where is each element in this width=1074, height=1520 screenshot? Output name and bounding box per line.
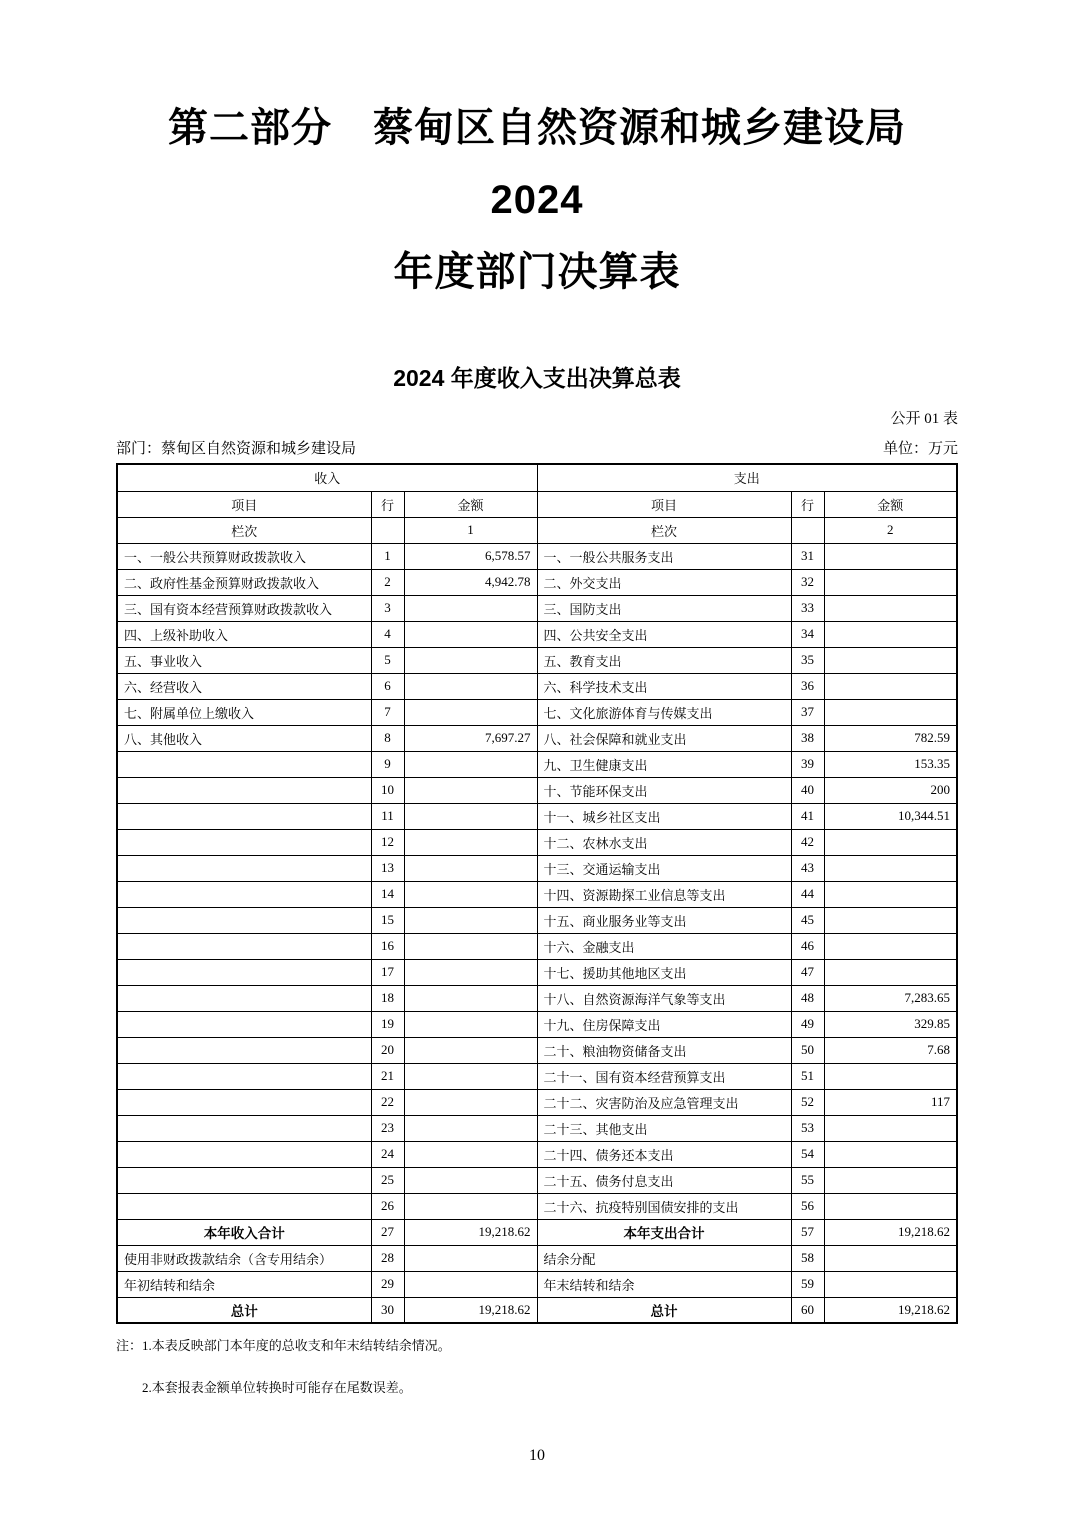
expense-lanci-blank bbox=[791, 517, 824, 543]
income-item-cell: 本年收入合计 bbox=[117, 1219, 371, 1245]
expense-item-cell: 七、文化旅游体育与传媒支出 bbox=[537, 699, 791, 725]
income-item-cell: 八、其他收入 bbox=[117, 725, 371, 751]
income-amount-cell bbox=[404, 933, 537, 959]
income-amount-cell bbox=[404, 985, 537, 1011]
income-item-cell: 四、上级补助收入 bbox=[117, 621, 371, 647]
table-meta-row bbox=[116, 437, 958, 458]
expense-amount-cell: 7.68 bbox=[824, 1037, 957, 1063]
expense-amount-cell: 329.85 bbox=[824, 1011, 957, 1037]
table-row bbox=[117, 1011, 957, 1037]
income-line-cell: 8 bbox=[371, 725, 404, 751]
expense-line-cell: 45 bbox=[791, 907, 824, 933]
income-item-cell bbox=[117, 751, 371, 777]
income-line-cell: 14 bbox=[371, 881, 404, 907]
income-line-cell: 6 bbox=[371, 673, 404, 699]
table-row bbox=[117, 1141, 957, 1167]
table-row bbox=[117, 673, 957, 699]
income-line-cell: 13 bbox=[371, 855, 404, 881]
income-item-cell bbox=[117, 777, 371, 803]
expense-line-cell: 50 bbox=[791, 1037, 824, 1063]
table-body bbox=[117, 464, 957, 1323]
income-section-header: 收入 bbox=[117, 464, 537, 491]
expense-line-cell: 31 bbox=[791, 543, 824, 569]
table-row bbox=[117, 803, 957, 829]
expense-amount-cell bbox=[824, 907, 957, 933]
table-row bbox=[117, 855, 957, 881]
table-row bbox=[117, 751, 957, 777]
expense-item-cell: 十三、交通运输支出 bbox=[537, 855, 791, 881]
income-amount-cell bbox=[404, 855, 537, 881]
note-2: 2.本套报表金额单位转换时可能存在尾数误差。 bbox=[142, 1379, 412, 1395]
expense-amount-cell bbox=[824, 1245, 957, 1271]
document-title-line1: 第二部分 蔡甸区自然资源和城乡建设局 2024 bbox=[168, 106, 906, 222]
table-title: 2024 年度收入支出决算总表 bbox=[393, 365, 681, 391]
expense-amount-cell: 117 bbox=[824, 1089, 957, 1115]
income-line-cell: 24 bbox=[371, 1141, 404, 1167]
expense-item-cell: 四、公共安全支出 bbox=[537, 621, 791, 647]
income-amount-cell bbox=[404, 1115, 537, 1141]
income-column-index: 1 bbox=[404, 517, 537, 543]
income-line-cell: 18 bbox=[371, 985, 404, 1011]
expense-item-cell: 二十三、其他支出 bbox=[537, 1115, 791, 1141]
table-row bbox=[117, 933, 957, 959]
expense-amount-cell bbox=[824, 621, 957, 647]
income-amount-cell: 6,578.57 bbox=[404, 543, 537, 569]
income-line-cell: 9 bbox=[371, 751, 404, 777]
expense-line-cell: 34 bbox=[791, 621, 824, 647]
expense-line-cell: 37 bbox=[791, 699, 824, 725]
income-amount-cell: 4,942.78 bbox=[404, 569, 537, 595]
income-line-cell: 27 bbox=[371, 1219, 404, 1245]
expense-line-cell: 44 bbox=[791, 881, 824, 907]
income-item-cell bbox=[117, 1141, 371, 1167]
income-line-cell: 2 bbox=[371, 569, 404, 595]
expense-amount-cell bbox=[824, 855, 957, 881]
income-item-cell bbox=[117, 959, 371, 985]
income-item-cell bbox=[117, 1167, 371, 1193]
document-title bbox=[116, 0, 958, 308]
income-amount-cell bbox=[404, 1193, 537, 1219]
expense-item-header: 项目 bbox=[537, 491, 791, 517]
table-row bbox=[117, 985, 957, 1011]
income-expense-summary-table bbox=[116, 463, 958, 1324]
income-item-cell bbox=[117, 1037, 371, 1063]
column-header-row bbox=[117, 491, 957, 517]
expense-line-cell: 56 bbox=[791, 1193, 824, 1219]
income-line-cell: 11 bbox=[371, 803, 404, 829]
table-row bbox=[117, 725, 957, 751]
expense-line-cell: 51 bbox=[791, 1063, 824, 1089]
table-row bbox=[117, 543, 957, 569]
expense-amount-cell bbox=[824, 569, 957, 595]
expense-line-cell: 43 bbox=[791, 855, 824, 881]
column-index-row bbox=[117, 517, 957, 543]
income-line-cell: 3 bbox=[371, 595, 404, 621]
table-row bbox=[117, 699, 957, 725]
table-row bbox=[117, 569, 957, 595]
expense-item-cell: 十、节能环保支出 bbox=[537, 777, 791, 803]
income-line-cell: 23 bbox=[371, 1115, 404, 1141]
income-line-cell: 29 bbox=[371, 1271, 404, 1297]
table-row bbox=[117, 621, 957, 647]
expense-item-cell: 二十四、债务还本支出 bbox=[537, 1141, 791, 1167]
table-row bbox=[117, 1193, 957, 1219]
expense-line-cell: 58 bbox=[791, 1245, 824, 1271]
expense-amount-cell bbox=[824, 881, 957, 907]
income-line-cell: 21 bbox=[371, 1063, 404, 1089]
expense-lanci-label: 栏次 bbox=[537, 517, 791, 543]
income-amount-cell bbox=[404, 673, 537, 699]
expense-line-cell: 46 bbox=[791, 933, 824, 959]
income-line-cell: 12 bbox=[371, 829, 404, 855]
income-item-cell: 二、政府性基金预算财政拨款收入 bbox=[117, 569, 371, 595]
income-item-cell: 使用非财政拨款结余（含专用结余） bbox=[117, 1245, 371, 1271]
expense-line-cell: 54 bbox=[791, 1141, 824, 1167]
expense-amount-cell bbox=[824, 1141, 957, 1167]
income-amount-cell bbox=[404, 699, 537, 725]
expense-item-cell: 二十二、灾害防治及应急管理支出 bbox=[537, 1089, 791, 1115]
income-item-cell bbox=[117, 1193, 371, 1219]
page-number: 10 bbox=[529, 1447, 545, 1464]
income-line-cell: 15 bbox=[371, 907, 404, 933]
expense-amount-cell: 10,344.51 bbox=[824, 803, 957, 829]
income-line-cell: 19 bbox=[371, 1011, 404, 1037]
income-item-cell bbox=[117, 1089, 371, 1115]
expense-line-cell: 48 bbox=[791, 985, 824, 1011]
table-row bbox=[117, 1219, 957, 1245]
sheet-label: 公开 01 表 bbox=[890, 411, 958, 427]
expense-line-cell: 32 bbox=[791, 569, 824, 595]
expense-amount-cell bbox=[824, 647, 957, 673]
income-line-cell: 4 bbox=[371, 621, 404, 647]
expense-line-cell: 59 bbox=[791, 1271, 824, 1297]
expense-item-cell: 十二、农林水支出 bbox=[537, 829, 791, 855]
expense-item-cell: 十八、自然资源海洋气象等支出 bbox=[537, 985, 791, 1011]
income-item-cell: 年初结转和结余 bbox=[117, 1271, 371, 1297]
income-amount-cell bbox=[404, 1141, 537, 1167]
income-amount-cell bbox=[404, 959, 537, 985]
income-item-cell: 五、事业收入 bbox=[117, 647, 371, 673]
income-amount-cell bbox=[404, 907, 537, 933]
income-amount-cell bbox=[404, 1037, 537, 1063]
income-line-cell: 28 bbox=[371, 1245, 404, 1271]
income-amount-cell bbox=[404, 1167, 537, 1193]
table-row bbox=[117, 1063, 957, 1089]
table-row bbox=[117, 1271, 957, 1297]
income-line-cell: 5 bbox=[371, 647, 404, 673]
income-amount-cell bbox=[404, 829, 537, 855]
income-item-cell: 七、附属单位上缴收入 bbox=[117, 699, 371, 725]
income-amount-cell bbox=[404, 751, 537, 777]
expense-column-index: 2 bbox=[824, 517, 957, 543]
department-label: 部门：蔡甸区自然资源和城乡建设局 bbox=[116, 441, 357, 457]
income-amount-cell bbox=[404, 595, 537, 621]
expense-line-cell: 60 bbox=[791, 1297, 824, 1323]
income-amount-cell bbox=[404, 1245, 537, 1271]
income-lanci-blank bbox=[371, 517, 404, 543]
income-item-cell bbox=[117, 933, 371, 959]
income-line-cell: 22 bbox=[371, 1089, 404, 1115]
expense-amount-cell: 19,218.62 bbox=[824, 1219, 957, 1245]
expense-line-cell: 36 bbox=[791, 673, 824, 699]
expense-amount-cell bbox=[824, 1063, 957, 1089]
income-amount-cell bbox=[404, 1271, 537, 1297]
income-line-cell: 16 bbox=[371, 933, 404, 959]
expense-item-cell: 二、外交支出 bbox=[537, 569, 791, 595]
expense-amount-cell bbox=[824, 1115, 957, 1141]
expense-line-cell: 42 bbox=[791, 829, 824, 855]
income-item-cell bbox=[117, 829, 371, 855]
expense-line-cell: 41 bbox=[791, 803, 824, 829]
expense-line-cell: 55 bbox=[791, 1167, 824, 1193]
expense-item-cell: 二十一、国有资本经营预算支出 bbox=[537, 1063, 791, 1089]
income-amount-cell bbox=[404, 1063, 537, 1089]
expense-item-cell: 二十五、债务付息支出 bbox=[537, 1167, 791, 1193]
expense-amount-cell bbox=[824, 1167, 957, 1193]
income-item-cell bbox=[117, 881, 371, 907]
income-amount-cell bbox=[404, 647, 537, 673]
income-amount-cell: 19,218.62 bbox=[404, 1297, 537, 1323]
income-amount-cell: 19,218.62 bbox=[404, 1219, 537, 1245]
expense-amount-cell bbox=[824, 595, 957, 621]
income-item-cell: 一、一般公共预算财政拨款收入 bbox=[117, 543, 371, 569]
income-item-cell bbox=[117, 855, 371, 881]
income-amount-cell bbox=[404, 777, 537, 803]
expense-amount-cell bbox=[824, 1193, 957, 1219]
note-1: 注：1.本表反映部门本年度的总收支和年末结转结余情况。 bbox=[116, 1338, 451, 1353]
expense-line-cell: 35 bbox=[791, 647, 824, 673]
table-row bbox=[117, 595, 957, 621]
expense-item-cell: 二十、粮油物资储备支出 bbox=[537, 1037, 791, 1063]
income-line-header: 行 bbox=[371, 491, 404, 517]
income-line-cell: 26 bbox=[371, 1193, 404, 1219]
income-amount-header: 金额 bbox=[404, 491, 537, 517]
expense-amount-cell bbox=[824, 543, 957, 569]
income-line-cell: 25 bbox=[371, 1167, 404, 1193]
table-row bbox=[117, 881, 957, 907]
income-item-cell bbox=[117, 907, 371, 933]
expense-item-cell: 年末结转和结余 bbox=[537, 1271, 791, 1297]
expense-item-cell: 十六、金融支出 bbox=[537, 933, 791, 959]
income-amount-cell bbox=[404, 1089, 537, 1115]
expense-amount-cell bbox=[824, 829, 957, 855]
table-row bbox=[117, 1037, 957, 1063]
expense-item-cell: 十四、资源勘探工业信息等支出 bbox=[537, 881, 791, 907]
expense-line-cell: 57 bbox=[791, 1219, 824, 1245]
expense-amount-header: 金额 bbox=[824, 491, 957, 517]
table-row bbox=[117, 1115, 957, 1141]
expense-amount-cell: 200 bbox=[824, 777, 957, 803]
income-item-cell bbox=[117, 985, 371, 1011]
table-row bbox=[117, 1297, 957, 1323]
expense-line-cell: 47 bbox=[791, 959, 824, 985]
income-item-cell bbox=[117, 1011, 371, 1037]
expense-amount-cell bbox=[824, 933, 957, 959]
expense-item-cell: 十五、商业服务业等支出 bbox=[537, 907, 791, 933]
table-row bbox=[117, 907, 957, 933]
expense-item-cell: 九、卫生健康支出 bbox=[537, 751, 791, 777]
expense-line-cell: 33 bbox=[791, 595, 824, 621]
expense-amount-cell: 7,283.65 bbox=[824, 985, 957, 1011]
expense-line-cell: 38 bbox=[791, 725, 824, 751]
expense-item-cell: 二十六、抗疫特别国债安排的支出 bbox=[537, 1193, 791, 1219]
table-row bbox=[117, 777, 957, 803]
expense-item-cell: 一、一般公共服务支出 bbox=[537, 543, 791, 569]
income-amount-cell bbox=[404, 1011, 537, 1037]
expense-item-cell: 十九、住房保障支出 bbox=[537, 1011, 791, 1037]
table-row bbox=[117, 959, 957, 985]
income-amount-cell bbox=[404, 803, 537, 829]
income-item-cell: 总计 bbox=[117, 1297, 371, 1323]
expense-item-cell: 八、社会保障和就业支出 bbox=[537, 725, 791, 751]
expense-amount-cell: 153.35 bbox=[824, 751, 957, 777]
table-row bbox=[117, 829, 957, 855]
expense-amount-cell bbox=[824, 959, 957, 985]
income-line-cell: 30 bbox=[371, 1297, 404, 1323]
expense-item-cell: 结余分配 bbox=[537, 1245, 791, 1271]
expense-line-cell: 39 bbox=[791, 751, 824, 777]
income-item-cell: 六、经营收入 bbox=[117, 673, 371, 699]
table-notes bbox=[116, 1337, 958, 1396]
income-line-cell: 1 bbox=[371, 543, 404, 569]
expense-line-cell: 52 bbox=[791, 1089, 824, 1115]
expense-amount-cell bbox=[824, 699, 957, 725]
income-item-header: 项目 bbox=[117, 491, 371, 517]
expense-item-cell: 三、国防支出 bbox=[537, 595, 791, 621]
expense-item-cell: 十一、城乡社区支出 bbox=[537, 803, 791, 829]
expense-item-cell: 五、教育支出 bbox=[537, 647, 791, 673]
income-line-cell: 20 bbox=[371, 1037, 404, 1063]
expense-line-cell: 53 bbox=[791, 1115, 824, 1141]
expense-line-cell: 49 bbox=[791, 1011, 824, 1037]
expense-amount-cell: 782.59 bbox=[824, 725, 957, 751]
income-amount-cell bbox=[404, 621, 537, 647]
income-item-cell bbox=[117, 803, 371, 829]
income-lanci-label: 栏次 bbox=[117, 517, 371, 543]
expense-section-header: 支出 bbox=[537, 464, 957, 491]
expense-amount-cell bbox=[824, 1271, 957, 1297]
document-page bbox=[116, 0, 958, 1396]
income-amount-cell bbox=[404, 881, 537, 907]
document-title-line2: 年度部门决算表 bbox=[393, 250, 681, 294]
expense-item-cell: 总计 bbox=[537, 1297, 791, 1323]
income-line-cell: 17 bbox=[371, 959, 404, 985]
expense-line-header: 行 bbox=[791, 491, 824, 517]
table-row bbox=[117, 1245, 957, 1271]
income-item-cell: 三、国有资本经营预算财政拨款收入 bbox=[117, 595, 371, 621]
table-row bbox=[117, 1089, 957, 1115]
income-amount-cell: 7,697.27 bbox=[404, 725, 537, 751]
income-item-cell bbox=[117, 1063, 371, 1089]
expense-item-cell: 本年支出合计 bbox=[537, 1219, 791, 1245]
table-row bbox=[117, 1167, 957, 1193]
expense-amount-cell bbox=[824, 673, 957, 699]
income-line-cell: 10 bbox=[371, 777, 404, 803]
table-row bbox=[117, 647, 957, 673]
expense-amount-cell: 19,218.62 bbox=[824, 1297, 957, 1323]
income-item-cell bbox=[117, 1115, 371, 1141]
unit-label: 单位：万元 bbox=[882, 441, 958, 457]
income-line-cell: 7 bbox=[371, 699, 404, 725]
expense-item-cell: 十七、援助其他地区支出 bbox=[537, 959, 791, 985]
expense-line-cell: 40 bbox=[791, 777, 824, 803]
section-header-row bbox=[117, 464, 957, 491]
expense-item-cell: 六、科学技术支出 bbox=[537, 673, 791, 699]
